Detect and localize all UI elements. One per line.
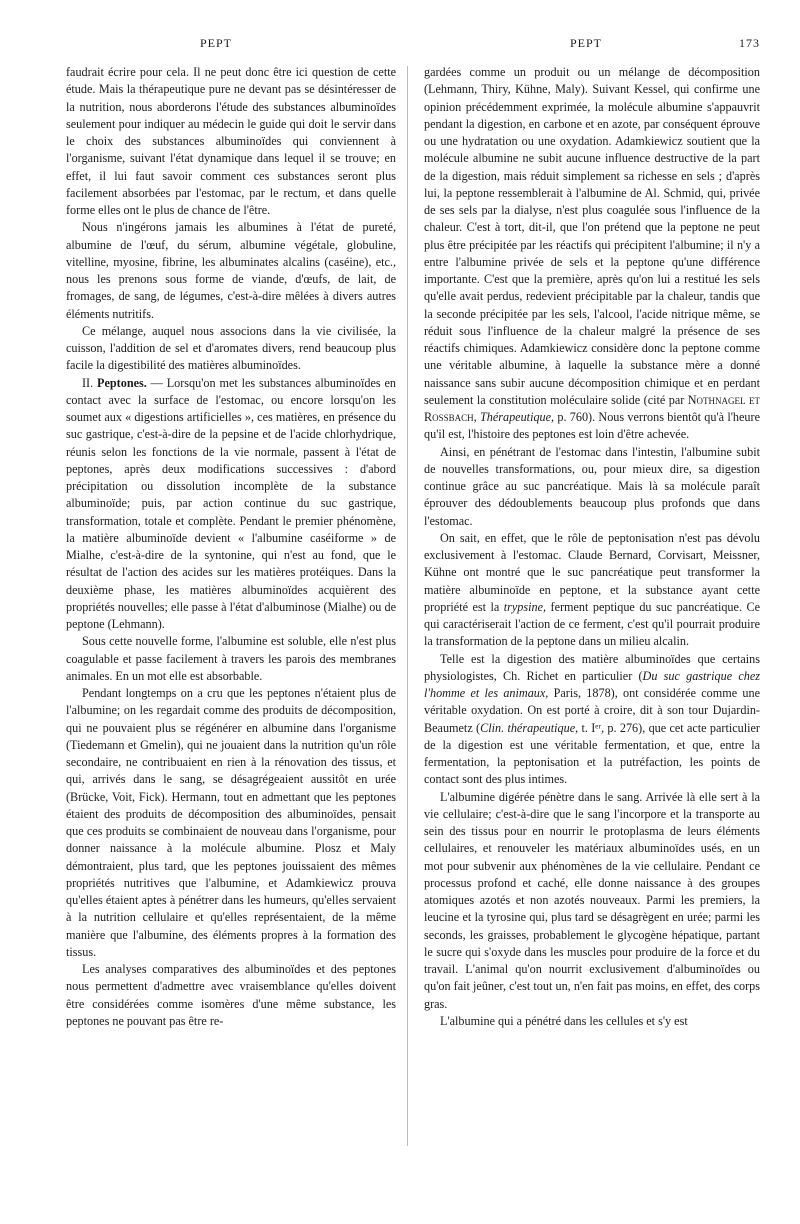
citation-title: Clin. thérapeutique, <box>480 720 579 735</box>
paragraph: Nous n'ingérons jamais les albumines à l'état de pureté, albumine de l'œuf, du sérum, albumine végétale, globuline, vitelline, myosine, fibrine, les albuminates alcalins (caséine), etc., nous les prenons sous forme de viande, d'œufs, de lait, de fromages, de sang, de légumes, c'est-à-dire mêlées à divers autres éléments nutritifs. <box>66 220 396 321</box>
paragraph-text: On sait, en effet, que le rôle de peptonisation n'est pas dévolu exclusivement à l'estomac. Claude Bernard, Corvisart, Meissner, Kühne ont montré que le suc pancréatique peut transformer la matière albuminoïde en peptone, et la substance ayant cette propriété est la <box>424 530 760 614</box>
paragraph: Sous cette nouvelle forme, l'albumine est soluble, elle n'est plus coagulable et passe facilement à travers les parois des membranes animales. En un mot elle est absorbable. <box>66 634 396 683</box>
italic-term: trypsine, <box>503 599 547 614</box>
paragraph: faudrait écrire pour cela. Il ne peut donc être ici question de cette étude. Mais la thérapeutique pure ne devant pas se désintéresser de la nutrition, nous aborderons l'étude des substances albuminoïdes seulement pour indiquer au médecin le guide qui doit le servir dans le choix des substances albuminoïdes qui conviennent à l'organisme, suivant l'état dynamique dans lequel il se trouve; en effet, il lui faut savoir comment ces substances seront plus facilement absorbées par l'estomac, par le rectum, et dans quelle forme elles ont le plus de chance de l'être. <box>66 65 396 217</box>
left-column <box>66 64 396 1030</box>
column-divider <box>407 66 408 1146</box>
paragraph-text: gardées comme un produit ou un mélange de décomposition (Lehmann, Thiry, Kühne, Maly). Suivant Kessel, qui confirme une opinion précédemment exprimée, la molécule albumine s'appauvrit pendant la digestion, en carbone et en azote, par conséquent éprouve ou une hydratation ou une oxydation. Adamkiewicz soutient que la molécule albumine ne subit aucune influence destructive de la part de la digestion, mais réduit simplement sa richesse en sels ; d'après lui, la peptone ressemblerait à l'albumine de Al. Schmid, qui, privée de ses sels par la dialyse, n'est plus coagulée sous l'influence de la chaleur. C'est à tort, dit-il, que l'on prétend que la peptone ne peut plus être précipitée par les réactifs qui précipitent l'albumine; il n'y a entre l'albumine privée de sels et la peptone qu'une différence importante. C'est que la première, après qu'on lui a restitué les sels qu'elle avait perdus, redevient précipitable par la chaleur, tandis que la seconde précipitée par les sels, l'alcool, l'acide nitrique même, se réduit sous l'influence de la chaleur malgré la présence de ses réactifs chimiques. Adamkiewicz considère donc la peptone comme une véritable albumine, à laquelle la substance mère a donné naissance sans subir aucune décomposition chimique et en perdant seulement la constitution moléculaire solide (cité par <box>424 65 760 407</box>
paragraph <box>424 651 760 789</box>
citation-title: Du suc gastrique chez l'homme et les animaux, <box>424 668 761 700</box>
paragraph: L'albumine qui a pénétré dans les cellules et s'y est <box>440 1013 688 1028</box>
paragraph: Ainsi, en pénétrant de l'estomac dans l'intestin, l'albumine subit de nouvelles transformations, ou, pour mieux dire, sa digestion continue grâce au suc pancréatique. Mais là sa molécule paraît éprouver des dédoublements beaucoup plus profonds que dans l'estomac. <box>424 444 760 528</box>
paragraph-text: Paris, 1878), ont considérée comme une véritable oxydation. On est porté à croire, dit à son tour Dujardin-Beaumetz ( <box>424 686 760 735</box>
paragraph-peptones <box>66 375 396 634</box>
citation-title: Thérapeutique, <box>479 410 555 424</box>
paragraph <box>424 64 760 444</box>
running-header <box>60 36 760 56</box>
paragraph-text: t. Iᵉʳ, p. 276), que cet acte particulier de la digestion est une véritable fermentation, et que, entre la fermentation, la peptonisation et la putréfaction, les points de contact sont des plus intimes. <box>424 720 760 787</box>
paragraph: Ce mélange, auquel nous associons dans la vie civilisée, la cuisson, l'addition de sel et d'aromates divers, rend beaucoup plus facile la digestibilité des matières albuminoïdes. <box>66 323 396 373</box>
section-heading: Peptones. <box>97 375 147 390</box>
paragraph: Les analyses comparatives des albuminoïdes et des peptones nous permettent d'admettre avec vraisemblance qu'elles doivent être considérées comme isomères d'une même substance, les peptones ne pouvant pas être re- <box>66 962 396 1028</box>
right-running-head: PEPT <box>570 36 603 50</box>
left-running-head: PEPT <box>200 36 233 50</box>
paragraph: Pendant longtemps on a cru que les peptones n'étaient plus de l'albumine; on les regardait comme des produits de décomposition, qui ne pouvaient plus se régénérer en albumine dans l'organisme (Tiedemann et Gmelin), qui ne jouaient dans la nutrition qu'un rôle secondaire, ne contribuaient en rien à la rénovation des tissus, et qui, arrivés dans le sang, se désagrégeaient aussitôt en urée (Brücke, Voit, Fick). Hermann, tout en admettant que les peptones étaient des produits de décomposition des albuminoïdes, pensait que ces produits se combinaient de nouveau dans l'organisme, pour donner naissance à la molécule albumine. Plosz et Maly démontraient, plus tard, que les peptones jouissaient des mêmes propriétés nutritives que l'albumine, et Adamkiewicz prouva qu'elles étaient aptes à pénétrer dans les humeurs, qu'elles servaient à la nutrition cellulaire et qu'elles représentaient, de la même manière que l'albumine, des éléments propres à la formation des tissus. <box>66 686 396 959</box>
paragraph-text: — Lorsqu'on met les substances albuminoïdes en contact avec la surface de l'estomac, ou encore lorsqu'on les soumet aux « digestions artificielles », ces matières, en présence du suc gastrique, c'est-à-dire de la pepsine et de l'acide chlorhydrique, réunis selon les fonctions de la vie normale, passent à l'état de peptones, après deux modifications successives : d'abord précipitation ou dissolution incomplète de la substance albuminoïde; puis, par action continue du suc gastrique, transformation, totale et complète. Pendant le premier phénomène, la matière albuminoïde devient « l'albumine caséiforme » de Mialhe, c'est-à-dire de la syntonine, qui n'est au fond, que le résultat de l'action des acides sur les matières protéiques. Dans la deuxième phase, les matières albuminoïdes acquièrent des propriétés nouvelles; elle passe à l'état d'albuminose (Mialhe) ou de peptone (Lehmann). <box>66 375 396 631</box>
paragraph <box>424 530 760 651</box>
paragraph: L'albumine digérée pénètre dans le sang. Arrivée là elle sert à la vie cellulaire; c'est-à-dire que le sang l'incorpore et la transporte au sein des tissus pour en nourrir le protoplasma de leurs éléments cellulaires, et renouveler les matériaux albuminoïdes usés, en un mot pour subvenir aux phénomènes de la vie cellulaire. Pendant ce processus profond et caché, elle donne naissance à des groupes atomiques azotés et non azotés nouveaux. Parmi les premiers, la leucine et la tyrosine qui, plus tard se désagrègent en urée; parmi les seconds, les graisses, probablement le glycogène hépatique, partant le sucre qui s'oxyde dans les muscles pour produire de la force et du travail. L'animal qu'on nourrit exclusivement d'albuminoïdes ou qu'on fait jeûner, c'est tout un, n'en fait pas moins, en effet, des corps gras. <box>424 789 760 1011</box>
page-number: 173 <box>739 36 760 50</box>
right-column <box>424 64 760 1030</box>
paragraph-text: p. 760). Nous verrons bientôt qu'à l'heure qu'il est, l'histoire des peptones est loin d'être achevée. <box>424 410 760 442</box>
paragraph-text: ferment peptique du suc pancréatique. Ce qui caractériserait l'action de ce ferment, c'est qu'il pourrait produire la transformation de la peptone dans un milieu alcalin. <box>424 599 760 649</box>
citation-authors: Nothnagel et Rossbach, <box>424 392 760 424</box>
section-number: II. <box>82 375 94 390</box>
paragraph-text: Telle est la digestion des matière albuminoïdes que certains physiologistes, Ch. Richet en particulier ( <box>424 651 760 683</box>
